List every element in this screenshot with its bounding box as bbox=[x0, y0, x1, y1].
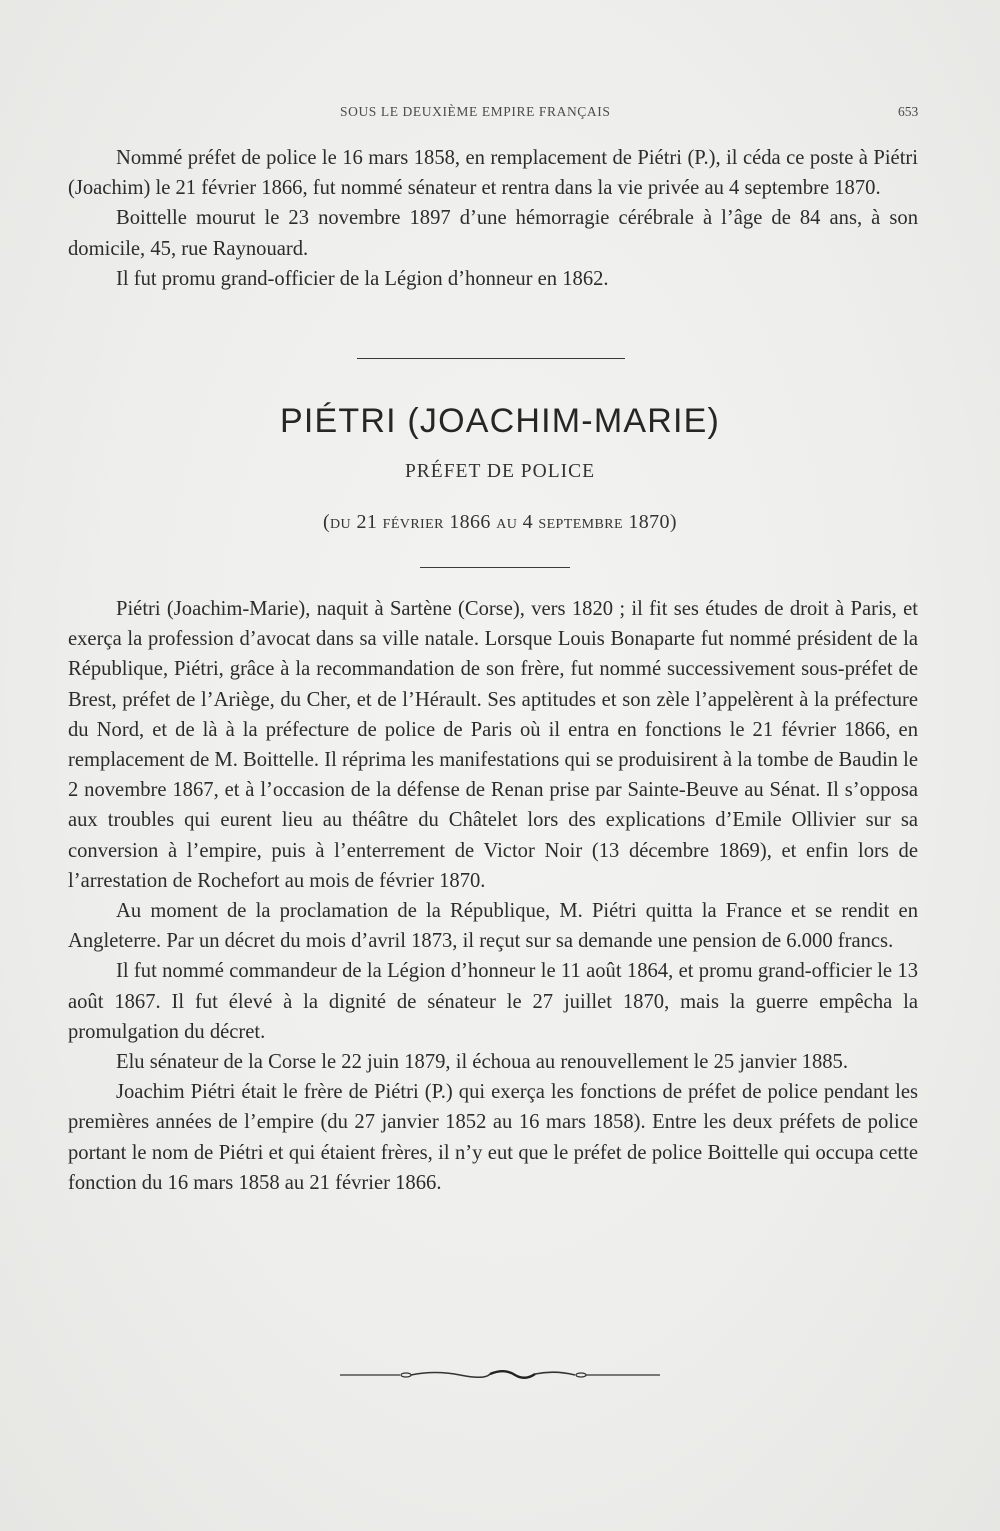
page-number: 653 bbox=[898, 104, 919, 119]
heading-underline-rule bbox=[420, 567, 570, 568]
entry-body-text bbox=[68, 594, 918, 1198]
end-of-chapter-flourish-icon bbox=[340, 1366, 660, 1384]
running-head bbox=[0, 104, 1000, 124]
paragraph: Joachim Piétri était le frère de Piétri (P.) qui exerça les fonctions de préfet de police pendant les premières années de l’empire (du 27 janvier 1852 au 16 mars 1858). Entre les deux préfets de police portant le nom de Piétri et qui étaient frères, il n’y eut que le préfet de police Boittelle qui occupa cette fonction du 16 mars 1858 au 21 février 1866. bbox=[68, 1081, 918, 1194]
paragraph: Boittelle mourut le 23 novembre 1897 d’une hémorragie cérébrale à l’âge de 84 ans, à son domicile, 45, rue Raynouard. bbox=[68, 207, 918, 260]
paragraph: Au moment de la proclamation de la République, M. Piétri quitta la France et se rendit en Angleterre. Par un décret du mois d’avril 1873, il reçut sur sa demande une pension de 6.000 francs. bbox=[68, 900, 918, 953]
section-divider-rule bbox=[357, 358, 625, 359]
paragraph: Piétri (Joachim-Marie), naquit à Sartène (Corse), vers 1820 ; il fit ses études de droit à Paris, et exerça la profession d’avocat dans sa ville natale. Lorsque Louis Bonaparte fut nommé président de la République, Piétri, grâce à la recommandation de son frère, fut nommé successivement sous-préfet de Brest, préfet de l’Ariège, du Cher, et de l’Hérault. Ses aptitudes et son zèle l’appelèrent à la préfecture du Nord, et de là à la préfecture de police de Paris où il entra en fonctions le 21 février 1866, en remplacement de M. Boittelle. Il réprima les manifestations qui se produisirent à la tombe de Baudin le 2 novembre 1867, et à l’occasion de la défense de Renan prise par Sainte-Beuve au Sénat. Il s’opposa aux troubles qui eurent lieu au théâtre du Châtelet lors des explications d’Emile Ollivier sur sa conversion à l’empire, puis à l’enterrement de Victor Noir (13 décembre 1869), et enfin lors de l’arrestation de Rochefort au mois de février 1870. bbox=[68, 598, 918, 892]
paragraph: Il fut nommé commandeur de la Légion d’honneur le 11 août 1864, et promu grand-officier le 13 août 1867. Il fut élevé à la dignité de sénateur le 27 juillet 1870, mais la guerre empêcha la promulgation du décret. bbox=[68, 960, 918, 1043]
previous-entry-text bbox=[68, 143, 918, 294]
entry-title: PIÉTRI (JOACHIM-MARIE) bbox=[279, 402, 721, 440]
paragraph: Nommé préfet de police le 16 mars 1858, en remplacement de Piétri (P.), il céda ce poste à Piétri (Joachim) le 21 février 1866, fut nommé sénateur et rentra dans la vie privée au 4 septembre 1870. bbox=[68, 147, 918, 200]
paragraph: Elu sénateur de la Corse le 22 juin 1879, il échoua au renouvellement le 25 janvier 1885. bbox=[116, 1051, 849, 1074]
entry-office: PRÉFET DE POLICE bbox=[404, 461, 596, 482]
running-title: SOUS LE DEUXIÈME EMPIRE FRANÇAIS bbox=[340, 104, 611, 119]
entry-dates: (du 21 février 1866 au 4 septembre 1870) bbox=[322, 511, 677, 533]
paragraph: Il fut promu grand-officier de la Légion d’honneur en 1862. bbox=[116, 267, 609, 290]
